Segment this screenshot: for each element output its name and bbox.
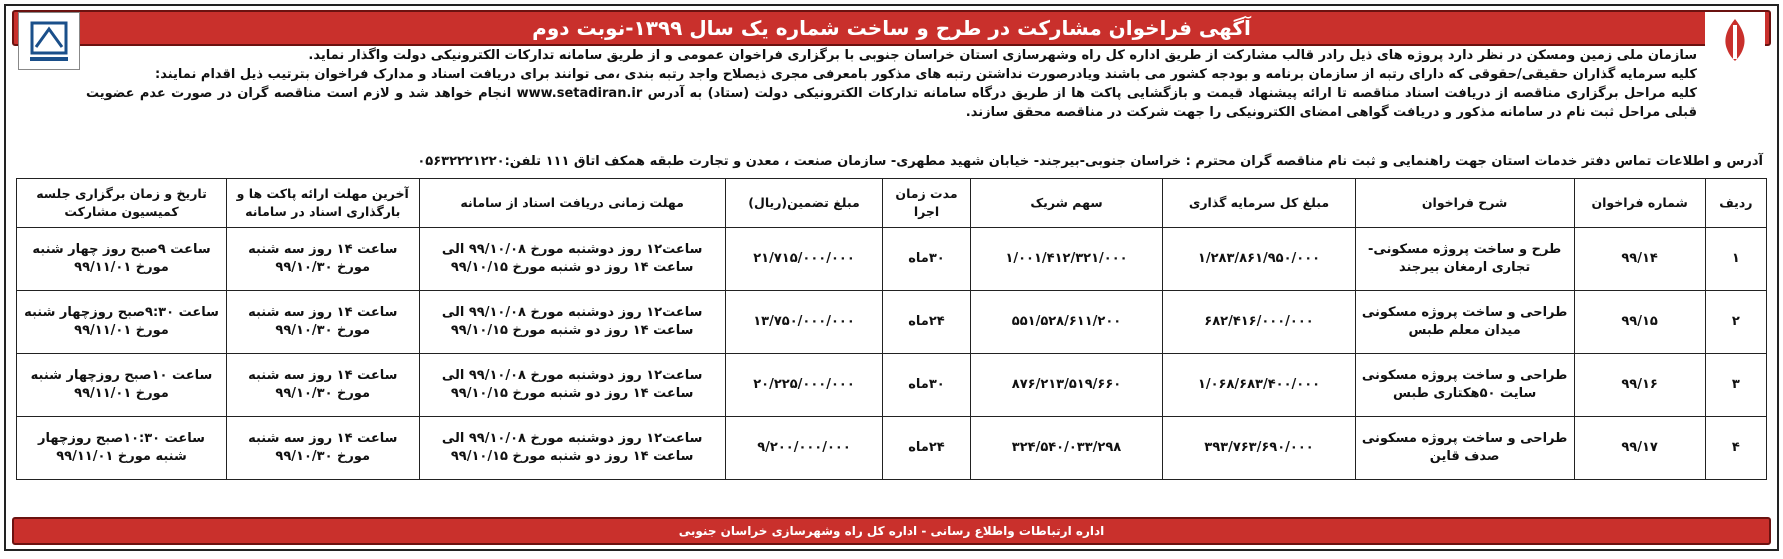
intro-paragraph: کلیه سرمایه گذاران حقیقی/حقوقی که دارای رتبه از سازمان برنامه و بودجه کشور می باشند ویادرصورت نداشتن رتبه های مذکور بامعرفی مجری ذیصلاح واجد رتبه بندی ،می توانند برای دریافت اسناد و مدارک فراخوان بترتیب ذیل اقدام نمایند: — [155, 67, 1697, 82]
document-deadline-cell: ساعت۱۲ روز دوشنبه مورخ ۹۹/۱۰/۰۸ الی ساعت ۱۴ روز دو شنبه مورخ ۹۹/۱۰/۱۵ — [419, 228, 725, 291]
table-header-row — [17, 179, 1767, 228]
total-investment-cell: ۳۹۳/۷۶۳/۶۹۰/۰۰۰ — [1163, 417, 1356, 480]
table-row — [17, 291, 1767, 354]
footer-text: اداره ارتباطات واطلاع رسانی - اداره کل راه وشهرسازی خراسان جنوبی — [678, 524, 1105, 538]
projects-table — [16, 178, 1767, 480]
submission-deadline-cell: ساعت ۱۴ روز سه شنبه مورخ ۹۹/۱۰/۳۰ — [227, 417, 420, 480]
commission-date-cell: ساعت ۹:۳۰صبح روزچهار شنبه مورخ ۹۹/۱۱/۰۱ — [17, 291, 227, 354]
submission-deadline-cell: ساعت ۱۴ روز سه شنبه مورخ ۹۹/۱۰/۳۰ — [227, 354, 420, 417]
footer-banner — [12, 517, 1771, 545]
header-cell: شماره فراخوان — [1574, 179, 1705, 228]
total-investment-cell: ۶۸۲/۴۱۶/۰۰۰/۰۰۰ — [1163, 291, 1356, 354]
call-number-cell: ۹۹/۱۵ — [1574, 291, 1705, 354]
housing-organization-logo-icon — [18, 12, 80, 70]
commission-date-cell: ساعت ۹صبح روز چهار شنبه مورخ ۹۹/۱۱/۰۱ — [17, 228, 227, 291]
commission-date-cell: ساعت ۱۰صبح روزچهار شنبه مورخ ۹۹/۱۱/۰۱ — [17, 354, 227, 417]
row-number-cell: ۴ — [1705, 417, 1766, 480]
page-title: آگهی فراخوان مشارکت در طرح و ساخت شماره یک سال ۱۳۹۹-نوبت دوم — [532, 16, 1251, 40]
header-cell: آخرین مهلت ارائه پاکت ها و بارگذاری اسناد در سامانه — [227, 179, 420, 228]
partner-share-cell: ۸۷۶/۲۱۳/۵۱۹/۶۶۰ — [970, 354, 1163, 417]
row-number-cell: ۲ — [1705, 291, 1766, 354]
header-cell: مبلغ تضمین(ریال) — [725, 179, 883, 228]
duration-cell: ۲۴ماه — [883, 417, 971, 480]
header-cell: تاریخ و زمان برگزاری جلسه کمیسیون مشارکت — [17, 179, 227, 228]
guarantee-cell: ۱۳/۷۵۰/۰۰۰/۰۰۰ — [725, 291, 883, 354]
document-deadline-cell: ساعت۱۲ روز دوشنبه مورخ ۹۹/۱۰/۰۸ الی ساعت ۱۴ روز دو شنبه مورخ ۹۹/۱۰/۱۵ — [419, 291, 725, 354]
description-cell: طراحی و ساخت پروژه مسکونی میدان معلم طبس — [1355, 291, 1574, 354]
guarantee-cell: ۹/۲۰۰/۰۰۰/۰۰۰ — [725, 417, 883, 480]
table-row — [17, 417, 1767, 480]
submission-deadline-cell: ساعت ۱۴ روز سه شنبه مورخ ۹۹/۱۰/۳۰ — [227, 228, 420, 291]
call-number-cell: ۹۹/۱۴ — [1574, 228, 1705, 291]
description-cell: طراحی و ساخت پروژه مسکونی سایت ۵۰هکتاری طبس — [1355, 354, 1574, 417]
document-deadline-cell: ساعت۱۲ روز دوشنبه مورخ ۹۹/۱۰/۰۸ الی ساعت ۱۴ روز دو شنبه مورخ ۹۹/۱۰/۱۵ — [419, 417, 725, 480]
duration-cell: ۲۴ماه — [883, 291, 971, 354]
header-cell: مدت زمان اجرا — [883, 179, 971, 228]
duration-cell: ۳۰ماه — [883, 228, 971, 291]
intro-text — [86, 46, 1697, 122]
iran-emblem-logo-icon — [1705, 12, 1765, 68]
header-cell: سهم شریک — [970, 179, 1163, 228]
duration-cell: ۳۰ماه — [883, 354, 971, 417]
title-banner — [12, 10, 1771, 46]
commission-date-cell: ساعت ۱۰:۳۰صبح روزچهار شنبه مورخ ۹۹/۱۱/۰۱ — [17, 417, 227, 480]
intro-paragraph: کلیه مراحل برگزاری مناقصه از دریافت اسناد مناقصه تا ارائه پیشنهاد قیمت و بازگشایی پاکت ها از طریق درگاه سامانه تدارکات الکترونیکی دولت (ستاد) به آدرس www.setadiran.ir انجام خواهد شد و لازم است مناقصه گران در صورت عدم عضویت قبلی مراحل ثبت نام در سامانه مذکور و دریافت گواهی امضای الکترونیکی را جهت شرکت در مناقصه محقق سازند. — [86, 86, 1697, 120]
partner-share-cell: ۳۲۴/۵۴۰/۰۳۳/۲۹۸ — [970, 417, 1163, 480]
header-cell: ردیف — [1705, 179, 1766, 228]
submission-deadline-cell: ساعت ۱۴ روز سه شنبه مورخ ۹۹/۱۰/۳۰ — [227, 291, 420, 354]
call-number-cell: ۹۹/۱۷ — [1574, 417, 1705, 480]
description-cell: طراحی و ساخت پروژه مسکونی صدف قاین — [1355, 417, 1574, 480]
partner-share-cell: ۱/۰۰۱/۴۱۲/۳۲۱/۰۰۰ — [970, 228, 1163, 291]
call-number-cell: ۹۹/۱۶ — [1574, 354, 1705, 417]
table-row — [17, 354, 1767, 417]
total-investment-cell: ۱/۲۸۳/۸۶۱/۹۵۰/۰۰۰ — [1163, 228, 1356, 291]
header-cell: شرح فراخوان — [1355, 179, 1574, 228]
intro-paragraph: سازمان ملی زمین ومسکن در نظر دارد پروژه های ذیل رادر قالب مشارکت از طریق اداره کل راه وشهرسازی استان خراسان جنوبی با برگزاری فراخوان عمومی و از طریق سامانه تدارکات الکترونیکی دولت واگذار نماید. — [308, 48, 1697, 63]
contact-address: آدرس و اطلاعات تماس دفتر خدمات استان جهت راهنمایی و ثبت نام مناقصه گران محترم : خراسان جنوبی-بیرجند- خیابان شهید مطهری- سازمان صنعت ، معدن و تجارت طبقه همکف اتاق ۱۱۱ تلفن:۰۵۶۳۲۲۲۱۲۲۰ — [417, 154, 1763, 169]
header-cell: مهلت زمانی دریافت اسناد از سامانه — [419, 179, 725, 228]
guarantee-cell: ۲۱/۷۱۵/۰۰۰/۰۰۰ — [725, 228, 883, 291]
total-investment-cell: ۱/۰۶۸/۶۸۳/۴۰۰/۰۰۰ — [1163, 354, 1356, 417]
table-row — [17, 228, 1767, 291]
header-cell: مبلغ کل سرمایه گذاری — [1163, 179, 1356, 228]
guarantee-cell: ۲۰/۲۲۵/۰۰۰/۰۰۰ — [725, 354, 883, 417]
row-number-cell: ۳ — [1705, 354, 1766, 417]
advertisement-page — [4, 4, 1779, 551]
description-cell: طرح و ساخت پروژه مسکونی- تجاری ارمغان بیرجند — [1355, 228, 1574, 291]
row-number-cell: ۱ — [1705, 228, 1766, 291]
partner-share-cell: ۵۵۱/۵۲۸/۶۱۱/۲۰۰ — [970, 291, 1163, 354]
document-deadline-cell: ساعت۱۲ روز دوشنبه مورخ ۹۹/۱۰/۰۸ الی ساعت ۱۴ روز دو شنبه مورخ ۹۹/۱۰/۱۵ — [419, 354, 725, 417]
